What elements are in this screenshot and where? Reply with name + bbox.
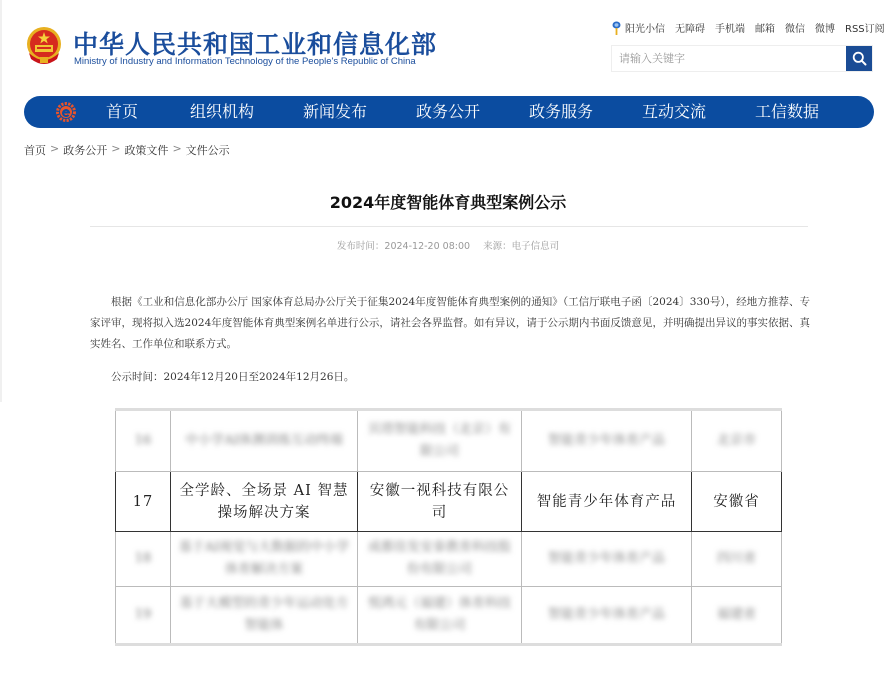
- table-row: [116, 410, 782, 472]
- cell-category: 智能青少年体育产品: [522, 587, 692, 645]
- article-source: 来源：电子信息司: [483, 241, 560, 252]
- cell-no: 19: [116, 587, 171, 645]
- breadcrumb-separator: >: [111, 142, 121, 155]
- link-wechat[interactable]: 微信: [785, 24, 805, 35]
- cell-region: 安徽省: [692, 472, 782, 532]
- notice-period: 公示时间：2024年12月20日至2024年12月26日。: [111, 371, 355, 383]
- publish-time: 发布时间：2024-12-20 08:00: [336, 241, 471, 252]
- nav-news[interactable]: 新闻发布: [303, 102, 368, 121]
- cell-no: 16: [116, 410, 171, 472]
- link-weibo[interactable]: 微博: [815, 24, 835, 35]
- search-box: [611, 45, 873, 72]
- case-list-table-image: [115, 408, 782, 646]
- article-paragraph: 根据《工业和信息化部办公厅 国家体育总局办公厅关于征集2024年度智能体育典型案例的通知》（工信厅联电子函〔2024〕330号），经地方推荐、专家评审，现将拟入选2024年度智能体育典型案例名单进行公示，请社会各界监督。如有异议，请于公示期内书面反馈意见，并明确提出异议的事实依据、真实姓名、工作单位和联系方式。: [90, 296, 810, 350]
- article-title: 2024年度智能体育典型案例公示: [329, 193, 567, 212]
- breadcrumb-government-affairs[interactable]: 政务公开: [63, 144, 108, 157]
- breadcrumb-policy-documents[interactable]: 政策文件: [124, 144, 169, 157]
- link-mobile[interactable]: 手机端: [715, 24, 745, 35]
- sunshine-icon: [612, 21, 621, 35]
- table-row: [116, 532, 782, 587]
- link-mail[interactable]: 邮箱: [755, 24, 775, 35]
- cell-no: 18: [116, 532, 171, 587]
- cell-case: 中小学AI体测训练互动终端: [171, 410, 358, 472]
- search-button[interactable]: [846, 46, 872, 71]
- link-rss[interactable]: RSS订阅: [845, 24, 885, 35]
- cell-case: 基于大模型的青少年运动处方智能体: [171, 587, 358, 645]
- cell-region: 福建省: [692, 587, 782, 645]
- site-title-english: Ministry of Industry and Information Technology of the People's Republic of China: [74, 56, 416, 67]
- title-divider: [90, 226, 808, 227]
- cell-company: 安徽一视科技有限公司: [358, 472, 522, 532]
- main-nav: [24, 96, 874, 128]
- cell-company: 悦鸿元（福建）体育科技有限公司: [358, 587, 522, 645]
- search-input[interactable]: [612, 46, 846, 71]
- nav-data[interactable]: 工信数据: [755, 102, 820, 121]
- nav-interaction[interactable]: 互动交流: [642, 102, 707, 121]
- breadcrumb-home[interactable]: 首页: [24, 144, 46, 157]
- article-body: [90, 292, 810, 355]
- search-icon: [852, 51, 867, 66]
- nav-government-affairs[interactable]: 政务公开: [416, 102, 481, 121]
- table-row: [116, 472, 782, 532]
- breadcrumb-separator: >: [172, 142, 182, 155]
- top-links: [612, 20, 885, 35]
- nav-home[interactable]: 首页: [106, 102, 139, 121]
- breadcrumb-separator: >: [50, 142, 60, 155]
- link-accessibility[interactable]: 无障碍: [675, 24, 705, 35]
- article-meta: [0, 238, 896, 252]
- nav-government-services[interactable]: 政务服务: [529, 102, 594, 121]
- cell-region: 四川省: [692, 532, 782, 587]
- cell-category: 智能青少年体育产品: [522, 472, 692, 532]
- site-title[interactable]: 中华人民共和国工业和信息化部: [73, 30, 438, 59]
- nav-organization[interactable]: 组织机构: [190, 102, 255, 121]
- cell-company: 贝塔智能科技（北京）有限公司: [358, 410, 522, 472]
- miit-logo-icon[interactable]: [56, 102, 76, 122]
- table-row: [116, 587, 782, 645]
- cell-category: 智能青少年体育产品: [522, 410, 692, 472]
- breadcrumb-document-notice[interactable]: 文件公示: [185, 144, 230, 157]
- link-sunshine[interactable]: 阳光小信: [625, 24, 665, 35]
- cell-case: 基于AI视觉与大数据的中小学体育解决方案: [171, 532, 358, 587]
- cell-category: 智能青少年体育产品: [522, 532, 692, 587]
- cell-region: 北京市: [692, 410, 782, 472]
- cell-no: 17: [116, 472, 171, 532]
- national-emblem-icon: [24, 25, 64, 67]
- cell-case: 全学龄、全场景 AI 智慧操场解决方案: [171, 472, 358, 532]
- breadcrumb: [24, 142, 230, 158]
- cell-company: 成都佳发安泰教育科技股份有限公司: [358, 532, 522, 587]
